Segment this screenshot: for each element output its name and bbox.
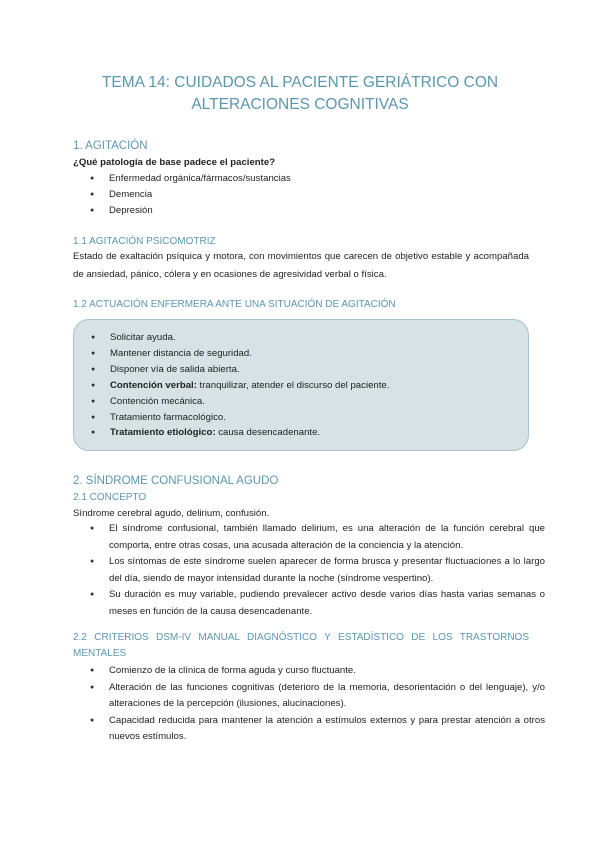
list-item [110,378,389,394]
section-2-2-heading: 2.2 CRITERIOS DSM-IV MANUAL DIAGNÓSTICO Y ESTADÍSTICO DE LOS TRASTORNOS MENTALES [73,632,529,659]
nursing-actions-list [110,330,389,441]
list-item [110,394,389,410]
item-text: tranquilizar, atender el discurso del paciente. [196,379,390,391]
list-item: ● Alteración de las funciones cognitivas (deterioro de la memoria, desorientación o del lenguaje), y/o alteraciones de la percepción (ilusiones, alucinaciones). [109,680,545,713]
list-item: ● Su duración es muy variable, pudiendo prevalecer activo desde varios días hasta varias semanas o meses en función de la causa desencadenante. [109,587,545,620]
document-title-line-2: ALTERACIONES COGNITIVAS [191,96,409,113]
list-item: ● Capacidad reducida para mantener la atención a estímulos externos y para prestar atención a otros nuevos estímulos. [109,713,545,746]
list-item: ● Los síntomas de este síndrome suelen aparecer de forma brusca y presentar fluctuaciones a lo largo del día, siendo de mayor intensidad durante la noche (síndrome vespertino). [109,554,545,587]
list-item [110,410,389,426]
section-2-2-list [109,663,545,746]
item-text: Solicitar ayuda. [110,332,176,343]
item-bold-label: Contención verbal: [110,379,197,391]
list-item [110,330,389,346]
document-title-line-1: TEMA 14: CUIDADOS AL PACIENTE GERIÁTRICO CON [101,74,499,91]
list-item: ● Enfermedad orgánica/fármacos/sustancias [109,171,291,187]
item-text: causa desencadenante. [215,427,321,439]
item-text: Contención mecánica. [110,395,205,407]
section-2-1-list [109,521,545,620]
section-2-1-intro: Síndrome cerebral agudo, delirium, confusión. [73,508,270,519]
list-item: ● El síndrome confusional, también llamado delirium, es una alteración de la función cerebral que comporta, entre otras cosas, una acusada alteración de la conciencia y la atención. [109,521,545,554]
section-1-1-heading: 1.1 AGITACIÓN PSICOMOTRIZ [73,236,216,247]
section-1-1-paragraph: Estado de exaltación psíquica y motora, con movimientos que carecen de objetivo estable y acompañada de ansiedad, pánico, cólera y en ocasiones de agresividad verbal o física. [73,251,529,280]
item-bold-label: Tratamiento etiológico: [110,427,216,439]
item-text: Tratamiento farmacológico. [110,411,226,423]
list-item: ● Demencia [109,187,291,203]
section-2-heading: 2. SÍNDROME CONFUSIONAL AGUDO [73,475,279,487]
nursing-actions-box [73,319,529,451]
item-text: Disponer vía de salida abierta. [110,363,240,375]
section-1-heading: 1. AGITACIÓN [73,140,148,152]
list-item: ● Comienzo de la clínica de forma aguda y curso fluctuante. [109,663,545,680]
list-item: ● Depresión [109,203,291,219]
list-item [110,346,389,362]
list-item [110,425,389,441]
section-1-list [109,171,291,219]
section-1-2-heading: 1.2 ACTUACIÓN ENFERMERA ANTE UNA SITUACIÓN DE AGITACIÓN [73,299,396,310]
item-text: Mantener distancia de seguridad. [110,347,252,359]
list-item [110,362,389,378]
section-1-question: ¿Qué patología de base padece el paciente? [73,157,276,168]
document-title [60,72,540,116]
section-2-1-heading: 2.1 CONCEPTO [73,492,147,503]
